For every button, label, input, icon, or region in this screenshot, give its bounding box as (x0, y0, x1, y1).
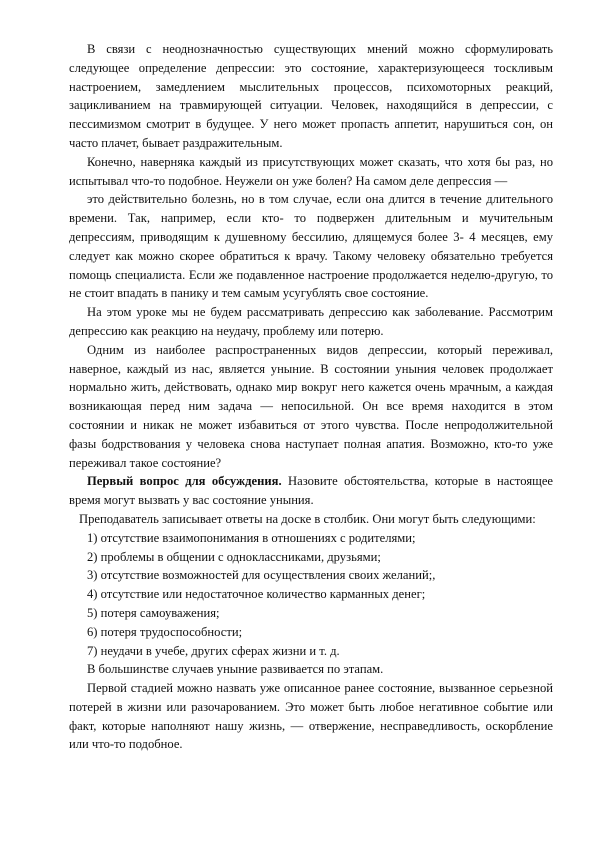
paragraph-first-stage: Первой стадией можно назвать уже описанное ранее состояние, вызванное серьезной потерей в жизни или разочарованием. Это может быть любое негативное событие или факт, которые наполняют нашу жизнь, — отвержение, несправедливость, оскорбление или что-то подобное. (69, 681, 553, 752)
list-item: 4) отсутствие или недостаточное количество карманных денег; (87, 587, 426, 602)
paragraph-question-illness: Конечно, наверняка каждый из присутствующих может сказать, что хотя бы раз, но испытывал что-то подобное. Неужели он уже болен? На самом деле депрессия — (69, 154, 553, 188)
paragraph-lesson-scope: На этом уроке мы не будем рассматривать депрессию как заболевание. Рассмотрим депрессию как реакцию на неудачу, проблему или потерю. (69, 305, 553, 338)
paragraph-teacher-note: Преподаватель записывает ответы на доске в столбик. Они могут быть следующими: (79, 511, 536, 526)
list-item: 2) проблемы в общении с одноклассниками, друзьями; (87, 549, 381, 564)
paragraph-first-question (69, 472, 553, 510)
question-heading: Первый вопрос для обсуждения. (87, 474, 282, 489)
list-item: 6) потеря трудоспособности; (87, 624, 243, 639)
list-item: 5) потеря самоуважения; (87, 605, 220, 620)
paragraph-definition: В связи с неоднозначностью существующих мнений можно сформулировать следующее определение депрессии: это состояние, характеризующееся тоскливым настроением, замедлением мыслительных процессов, психомоторных реакций, зацикливанием на травмирующей ситуации. Человек, находящийся в депрессии, с пессимизмом смотрит в будущее. У него может пропасть аппетит, нарушиться сон, он часто плачет, бывает раздражительным. (69, 42, 553, 150)
list-item: 7) неудачи в учебе, других сферах жизни и т. д. (87, 643, 340, 658)
causes-list (69, 529, 553, 661)
paragraph-illness-duration: это действительно болезнь, но в том случае, если она длится в течение длительного времени. Так, например, если кто- то подвержен длительным и мучительным депрессиям, приводящим к душевному бессилию, длящемуся более 3- 4 месяцев, ему следует как можно скорее обратиться к врачу. Такому человеку обязательно требуется помощь специалиста. Если же подавленное настроение продолжается неделю-другую, то не стоит впадать в панику и тем самым усугублять свое состояние. (69, 192, 553, 301)
document-page (69, 40, 553, 754)
paragraph-stages: В большинстве случаев уныние развивается по этапам. (87, 662, 384, 677)
paragraph-despondency: Одним из наиболее распространенных видов депрессии, который переживал, наверное, каждый из нас, является уныние. В состоянии уныния человек продолжает нормально жить, действовать, однако мир вокруг него кажется очень мрачным, а каждая возникающая перед ним задача — непосильной. Он все время находится в этом состоянии и никак не может избавиться от этого чувства. После непродолжительной фазы бодрствования у человека снова наступает полная апатия. Возможно, кто-то уже переживал такое состояние? (69, 342, 553, 470)
list-item: 3) отсутствие возможностей для осуществления своих желаний;, (87, 568, 436, 583)
question-text: Назовите обстоятельства, которые в настоящее время могут вызвать у вас состояние уныния. (69, 474, 553, 508)
list-item: 1) отсутствие взаимопонимания в отношениях с родителями; (87, 530, 416, 545)
